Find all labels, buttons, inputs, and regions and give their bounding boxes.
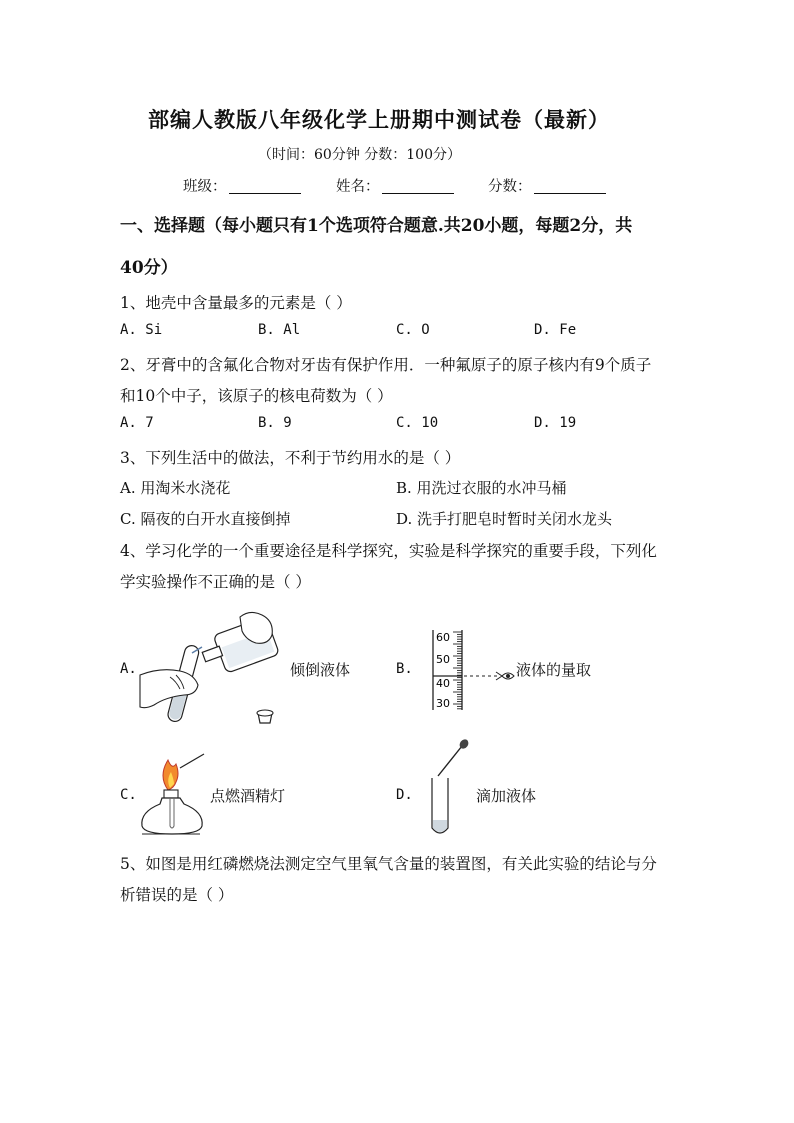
q3-option-b: B. 用洗过衣服的水冲马桶 (396, 479, 567, 497)
cylinder-tick-50: 50 (436, 653, 450, 666)
question-4-stem-line1: 4、学习化学的一个重要途径是科学探究，实验是科学探究的重要手段，下列化 (120, 542, 657, 560)
class-label: 班级： (183, 179, 227, 195)
question-1-stem: 1、地壳中含量最多的元素是（ ） (120, 294, 352, 312)
score-label: 分数： (488, 179, 532, 195)
measuring-cylinder-illustration (428, 628, 528, 713)
question-2-stem-line1: 2、牙膏中的含氟化合物对牙齿有保护作用．一种氟原子的原子核内有9个质子 (120, 356, 652, 374)
name-blank[interactable] (382, 178, 454, 194)
q2-option-a: A. 7 (120, 415, 154, 431)
q3-option-d: D. 洗手打肥皂时暂时关闭水龙头 (396, 510, 613, 528)
cylinder-tick-40: 40 (436, 677, 450, 690)
class-field (183, 175, 301, 196)
section-header-line2: 40分） (120, 258, 178, 278)
q4-option-d-caption: 滴加液体 (476, 787, 537, 805)
name-label: 姓名： (336, 179, 380, 195)
eye-icon (502, 673, 514, 679)
q1-option-b: B. Al (258, 322, 301, 338)
q3-option-c: C. 隔夜的白开水直接倒掉 (120, 510, 291, 528)
q1-option-c: C. O (396, 322, 430, 338)
name-field (336, 175, 454, 196)
score-blank[interactable] (534, 178, 606, 194)
q1-option-a: A. Si (120, 322, 163, 338)
score-field (488, 175, 606, 196)
question-4-stem-line2: 学实验操作不正确的是（ ） (120, 573, 311, 591)
q4-option-c-letter: C. (120, 787, 137, 803)
q2-option-d: D. 19 (534, 415, 577, 431)
pouring-liquid-illustration (140, 605, 290, 730)
section-header-line1: 一、选择题（每小题只有1个选项符合题意.共20小题，每题2分，共 (120, 216, 633, 236)
q2-option-c: C. 10 (396, 415, 439, 431)
q1-option-d: D. Fe (534, 322, 577, 338)
q4-option-d-letter: D. (396, 787, 413, 803)
cylinder-tick-60: 60 (436, 631, 450, 644)
q4-option-c-caption: 点燃酒精灯 (210, 787, 286, 805)
cylinder-tick-30: 30 (436, 697, 450, 710)
question-5-stem-line2: 析错误的是（ ） (120, 886, 234, 904)
q4-option-a-letter: A. (120, 661, 137, 677)
q3-option-a: A. 用淘米水浇花 (120, 479, 231, 497)
q2-option-b: B. 9 (258, 415, 292, 431)
class-blank[interactable] (229, 178, 301, 194)
q4-option-b-letter: B. (396, 661, 413, 677)
dropping-liquid-illustration (422, 738, 482, 840)
q4-option-a-caption: 倾倒液体 (290, 661, 351, 679)
question-3-stem: 3、下列生活中的做法，不利于节约用水的是（ ） (120, 449, 461, 467)
alcohol-lamp-illustration (140, 748, 210, 840)
question-2-stem-line2: 和10个中子，该原子的核电荷数为（ ） (120, 387, 393, 405)
question-5-stem-line1: 5、如图是用红磷燃烧法测定空气里氧气含量的装置图，有关此实验的结论与分 (120, 855, 657, 873)
q4-option-b-caption: 液体的量取 (516, 661, 592, 679)
exam-time-score: （时间：60分钟 分数：100分） (258, 147, 461, 163)
page-title: 部编人教版八年级化学上册期中测试卷（最新） (148, 107, 610, 132)
